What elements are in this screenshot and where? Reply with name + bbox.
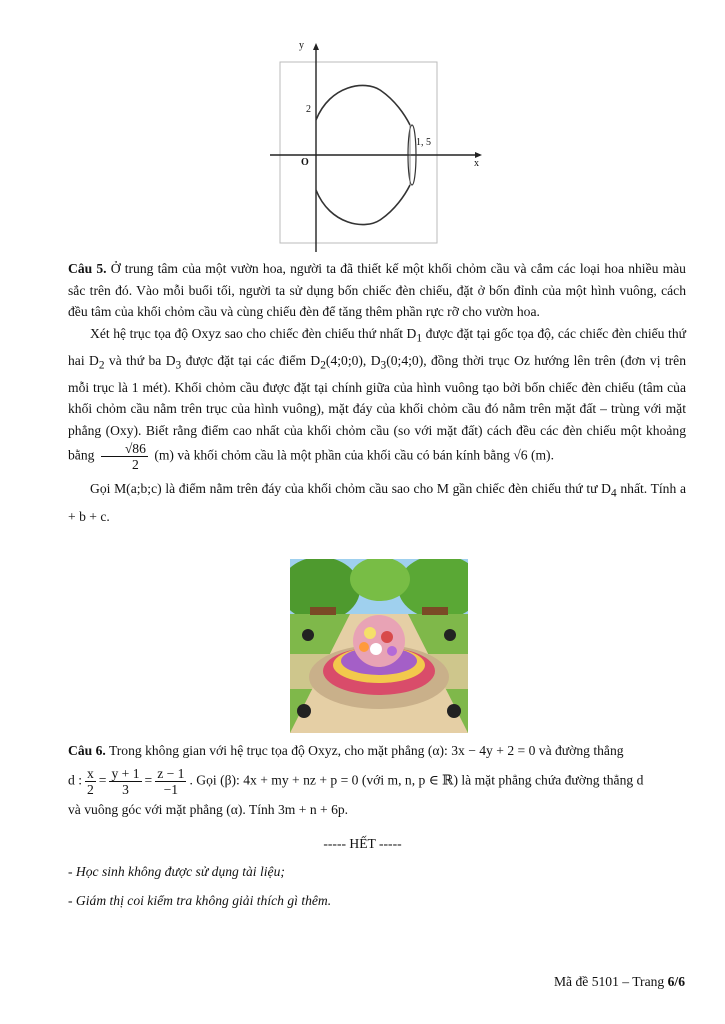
upper-curve	[316, 85, 410, 125]
line-equation: d : $\frac{x}{2}$ = $\frac{y + 1}{3}$ = $\frac{z - 1}{-1}$ . Gọi (β): 4x + my + nz + p = 0 (với m, n, p ∈ ℝ) là mặt phẳng chứa đường thẳng d	[68, 765, 644, 797]
graph-svg	[270, 40, 490, 255]
question-6-title: Câu 6.	[68, 743, 106, 758]
tick-2-label: 2	[306, 104, 311, 115]
question-5-body: Xét hệ trục tọa độ Oxyz sao cho chiếc đèn chiếu thứ nhất $D_1$ được đặt tại gốc tọa độ, các chiếc đèn chiếu thứ hai $D_2$ và thứ ba $D_3$ được đặt tại các điểm $D_2(4;0;0)$, $D_3(0;4;0)$, đồng thời trục Oz hướng lên trên (đơn vị trên mỗi trục là 1 mét). Khối chỏm cầu được đặt tại chính giữa của hình vuông tạo bởi bốn chiếc đèn chiếu (tâm của khối chỏm cầu nằm trên trục của hình vuông), mặt đáy của khối chỏm cầu đó nằm trên mặt đất – trùng với mặt phẳng (Oxy). Biết rằng điểm cao nhất của khối chỏm cầu (so với mặt đất) cách đều các đèn chiếu một khoảng bằng $\frac{√86}{2}$ (m) và khối chỏm cầu là một phần của khối cầu có bán kính bằng √6 (m).	[68, 325, 687, 473]
tick-1-5-label: 1, 5	[416, 137, 431, 148]
distance-fraction: $\frac{√86}{2}$	[101, 441, 148, 472]
end-marker: ----- HẾT -----	[323, 836, 402, 851]
lower-curve	[316, 185, 410, 225]
note-1: - Học sinh không được sử dụng tài liệu;	[68, 864, 285, 879]
x-label: x	[474, 158, 479, 169]
garden-illustration	[290, 559, 468, 733]
y-label: y	[299, 40, 304, 51]
question-5-intro: Ở trung tâm của một vườn hoa, người ta đã thiết kế một khối chỏm cầu và cắm các loại hoa nhiều màu sắc trên đó. Vào mỗi buổi tối, người ta sử dụng bốn chiếc đèn chiếu, đặt ở bốn đỉnh của một hình vuông, cách đều tâm của khối chỏm cầu và cùng chiếu đèn để tăng thêm phần rực rỡ cho vườn hoa.	[68, 261, 686, 319]
page-footer: Mã đề 5101 – Trang 6/6	[553, 974, 685, 989]
question-5-title: Câu 5.	[68, 261, 107, 276]
question-5	[68, 258, 686, 527]
garden-svg	[290, 559, 468, 733]
origin-label: O	[301, 157, 309, 168]
question-6-ask: và vuông góc với mặt phẳng (α). Tính 3m + n + 6p.	[68, 801, 349, 817]
sphere-cap-graph	[270, 40, 490, 255]
y-axis-arrow	[313, 43, 319, 50]
note-2: - Giám thị coi kiểm tra không giải thích gì thêm.	[68, 893, 332, 908]
graph-frame	[280, 62, 437, 243]
question-6: Câu 6. Trong không gian với hệ trục tọa độ Oxyz, cho mặt phẳng (α): 3x − 4y + 2 = 0 và đường thẳng d : $\frac{x}{2}$ = $\frac{y + 1}{3}$ = $\frac{z - 1}{-1}$ . Gọi (β): 4x + my + nz + p = 0 (với m, n, p ∈ ℝ) là mặt phẳng chứa đường thẳng d và vuông góc với mặt phẳng (α). Tính 3m + n + 6p.	[68, 740, 686, 820]
question-5-ask: Gọi M(a;b;c) là điểm nằm trên đáy của khối chỏm cầu sao cho M gần chiếc đèn chiếu thứ tư $D_4$ nhất. Tính a + b + c.	[68, 481, 686, 524]
